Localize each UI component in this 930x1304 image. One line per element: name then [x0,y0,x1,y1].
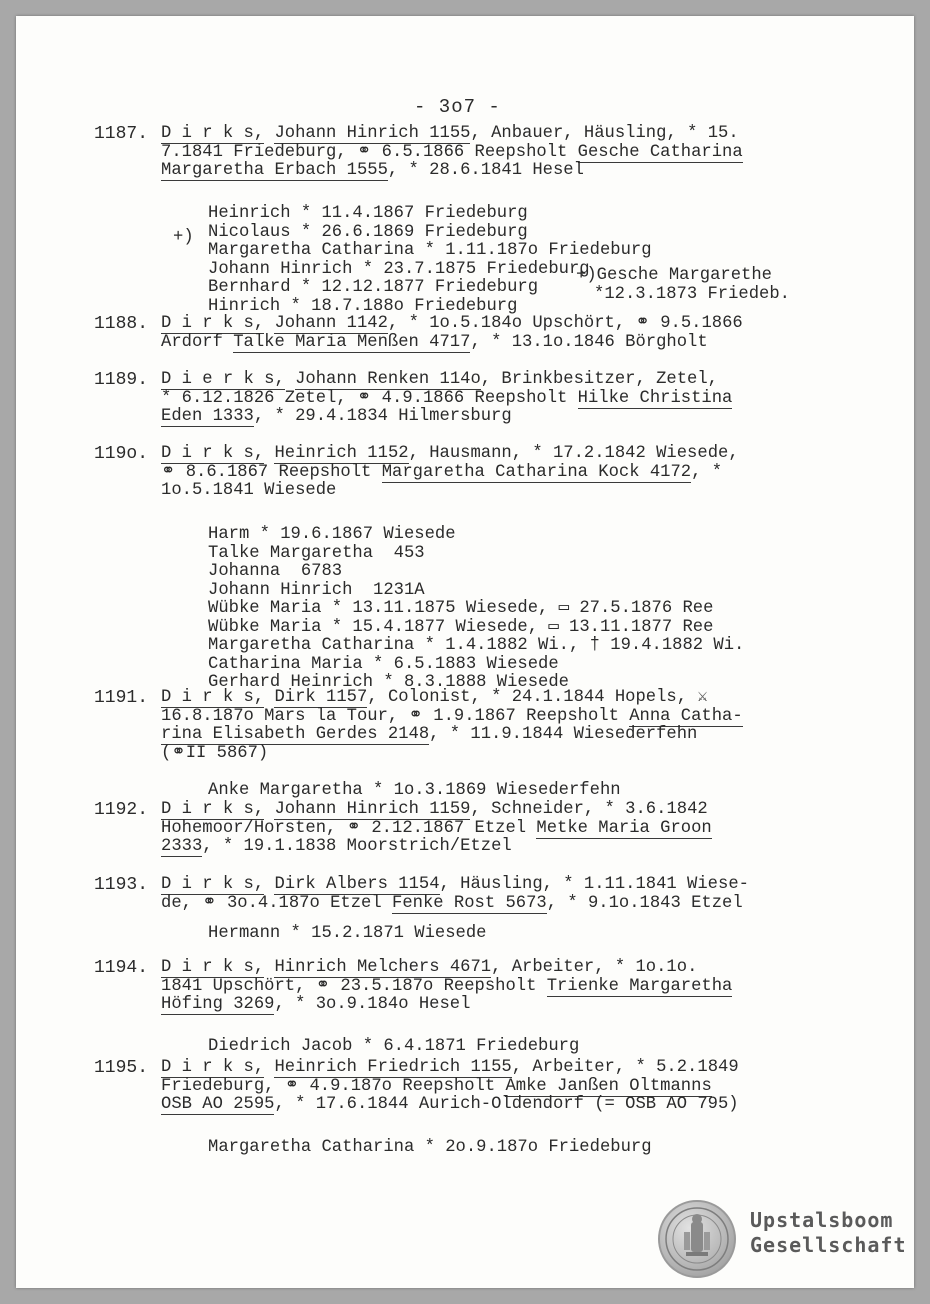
entry-text-line [161,895,811,914]
entry-number: 1193. [94,875,149,895]
person-name: Johann Renken 114o [295,370,481,389]
text-segment: , Anbauer, Häusling, * 15. [470,124,739,143]
child-item: Margaretha Catharina * 2o.9.187o Friedeburg [208,1138,652,1157]
child-item: Wübke Maria * 13.11.1875 Wiesede, ▭ 27.5.1876 Ree [208,599,714,618]
child-item: Wübke Maria * 15.4.1877 Wiesede, ▭ 13.11.1877 Ree [208,617,714,637]
entry-text-line [161,390,811,409]
entry-text-line [161,162,811,181]
entry-text [161,371,811,427]
person-name: Margaretha Erbach 1555 [161,161,388,180]
entry-text-line [161,144,811,163]
children-list [208,1139,808,1158]
entry-text [161,125,811,181]
person-name: Gesche Catharina [577,142,743,162]
entry-number: 1188. [94,314,149,334]
child-item: Talke Margaretha 453 [208,543,425,563]
text-segment: (⚭II 5867) [161,743,269,763]
child-item: Bernhard * 12.12.1877 Friedeburg [208,278,539,297]
children-list [208,526,808,693]
surname: D i r k s, [161,444,265,463]
entry-text-line [161,1059,811,1078]
text-segment [264,875,274,894]
child-item: Anke Margaretha * 1o.3.1869 Wiesederfehn [208,781,621,800]
text-segment [264,314,274,333]
surname: D i r k s, [161,688,265,707]
entry-text-line [161,708,811,727]
child-item: Diedrich Jacob * 6.4.1871 Friedeburg [208,1037,580,1056]
entry-number: 1192. [94,800,149,820]
text-segment: , Arbeiter, * 1o.1o. [491,958,698,977]
text-segment: , Häusling, * 1.11.1841 Wiese- [439,875,749,894]
entry-text-line [161,726,811,745]
person-name: Trienke Margaretha [546,976,733,996]
text-segment: , * 17.6.1844 Aurich-Oldendorf (= OSB AO 795) [274,1095,739,1114]
entry-1187-note-line-2: *12.3.1873 Friedeb. [594,285,790,304]
child-item: Johann Hinrich * 23.7.1875 Friedeburg [208,259,590,279]
children-list [208,782,808,801]
text-segment [285,370,295,389]
text-segment: Ardorf [161,332,234,352]
child-item: Hermann * 15.2.1871 Wiesede [208,924,487,943]
person-name: Johann Hinrich 1155 [274,124,471,143]
person-name: Margaretha Catharina Kock 4172 [381,462,692,482]
text-segment [264,444,274,463]
children-list [208,925,808,944]
logo-line-2: Gesellschaft [750,1233,907,1257]
surname: D i r k s, [161,314,265,333]
text-segment: , * 1o.5.184o Upschört, ⚭ 9.5.1866 [387,314,743,333]
entry-text-line [161,820,811,839]
child-item: Margaretha Catharina * 1.4.1882 Wi., † 19.4.1882 Wi. [208,636,745,655]
entry-text-line [161,838,811,857]
person-name: Dirk 1157 [274,688,368,707]
person-name: Johann Hinrich 1159 [274,800,471,819]
entry-text-line [161,125,811,144]
entry-text [161,1059,811,1115]
text-segment: 1841 Upschört, ⚭ 23.5.187o Reepsholt [161,976,547,996]
surname: D i r k s, [161,958,265,977]
page-number: - 3o7 - [414,96,501,118]
entry-text-line [161,1078,811,1097]
text-segment: , Hausmann, * 17.2.1842 Wiesede, [408,444,739,463]
entry-text-line [161,371,811,390]
person-name: Talke Maria Menßen 4717 [233,332,471,352]
text-segment: , Arbeiter, * 5.2.1849 [511,1058,739,1077]
entry-text-line [161,978,811,997]
text-segment: , * 28.6.1841 Hesel [387,161,584,180]
entry-1187-note-line-1: +)Gesche Margarethe [576,266,772,285]
entry-number: 1195. [94,1058,149,1078]
entry-1187-margin-mark: +) [173,228,194,247]
text-segment: , * 3o.9.184o Hesel [274,995,471,1014]
text-segment: de, ⚭ 3o.4.187o Etzel [161,893,392,913]
entry-number: 119o. [94,444,149,464]
document-page [16,16,914,1288]
child-item: Johanna 6783 [208,562,343,581]
upstalsboom-logo [658,1198,918,1278]
surname: D i r k s, [161,1058,265,1077]
entry-text [161,315,811,352]
text-segment: Hohemoor/Horsten, ⚭ 2.12.1867 Etzel [161,818,537,838]
person-name: Amke Janßen Oltmanns [505,1076,712,1096]
entry-text [161,445,811,501]
text-segment: ⚭ 8.6.1867 Reepsholt [161,462,382,482]
child-item: Margaretha Catharina * 1.11.187o Friedeburg [208,241,652,260]
children-list [208,1038,808,1057]
person-name: Anna Catha- [629,706,743,726]
text-segment: , * 29.4.1834 Hilmersburg [253,407,512,426]
entry-text-line [161,445,811,464]
logo-text [750,1208,907,1258]
text-segment: 16.8.187o Mars la Tour, ⚭ 1.9.1867 Reepsholt [161,706,630,726]
entry-text [161,801,811,857]
person-name: Dirk Albers 1154 [274,875,440,894]
person-name: Hilke Christina [577,388,733,408]
person-name: 2333 [161,837,203,856]
person-name: Heinrich 1152 [274,444,409,463]
surname: D i e r k s, [161,370,285,389]
surname: D i r k s, [161,124,265,143]
entry-text-line [161,408,811,427]
entry-text-line [161,1096,811,1115]
text-segment: 1o.5.1841 Wiesede [161,481,337,500]
person-name: OSB AO 2595 [161,1095,275,1114]
entry-text-line [161,745,811,764]
logo-line-1: Upstalsboom [750,1208,894,1232]
seal-icon [658,1200,736,1278]
text-segment [264,1058,274,1077]
entry-text-line [161,334,811,353]
child-item: Gerhard Heinrich * 8.3.1888 Wiesede [208,673,569,692]
person-name: Metke Maria Groon [536,818,712,838]
text-segment: , * 11.9.1844 Wiesederfehn [429,725,698,744]
text-segment: Friedeburg, ⚭ 4.9.187o Reepsholt [161,1076,506,1096]
person-name: Fenke Rost 5673 [392,893,547,913]
entry-text [161,876,811,913]
text-segment [264,688,274,707]
person-name: Höfing 3269 [161,995,275,1014]
entry-text-line [161,689,811,708]
text-segment: , Schneider, * 3.6.1842 [470,800,708,819]
entry-text-line [161,801,811,820]
surname: D i r k s, [161,800,265,819]
child-item: Johann Hinrich 1231A [208,580,425,600]
entry-text [161,959,811,1015]
person-name: Hinrich Melchers 4671 [274,958,492,977]
person-name: rina Elisabeth Gerdes 2148 [161,725,430,744]
text-segment [264,958,274,977]
child-item: Harm * 19.6.1867 Wiesede [208,525,456,544]
person-name: Heinrich Friedrich 1155 [274,1058,512,1077]
child-item: Nicolaus * 26.6.1869 Friedeburg [208,222,528,242]
child-item: Catharina Maria * 6.5.1883 Wiesede [208,654,559,674]
person-name: Johann 1142 [274,314,388,333]
text-segment [264,124,274,143]
entry-text-line [161,876,811,895]
child-item: Heinrich * 11.4.1867 Friedeburg [208,204,528,223]
entry-number: 1189. [94,370,149,390]
entry-text-line [161,315,811,334]
text-segment: , * 19.1.1838 Moorstrich/Etzel [202,837,512,856]
text-segment: , Colonist, * 24.1.1844 Hopels, ⚔ [367,688,708,707]
text-segment: , * 9.1o.1843 Etzel [546,893,743,913]
entry-number: 1194. [94,958,149,978]
entry-text-line [161,482,811,501]
text-segment: , Brinkbesitzer, Zetel, [480,370,718,389]
person-name: Eden 1333 [161,407,254,426]
text-segment [264,800,274,819]
entry-number: 1187. [94,124,149,144]
text-segment: * 6.12.1826 Zetel, ⚭ 4.9.1866 Reepsholt [161,388,578,408]
text-segment: , * 13.1o.1846 Börgholt [470,332,708,352]
text-segment: 7.1841 Friedeburg, ⚭ 6.5.1866 Reepsholt [161,142,578,162]
child-item: Hinrich * 18.7.188o Friedeburg [208,296,518,316]
entry-text-line [161,996,811,1015]
entry-number: 1191. [94,688,149,708]
surname: D i r k s, [161,875,265,894]
text-segment: , * [691,462,723,482]
entry-text [161,689,811,763]
entry-text-line [161,959,811,978]
entry-text-line [161,464,811,483]
